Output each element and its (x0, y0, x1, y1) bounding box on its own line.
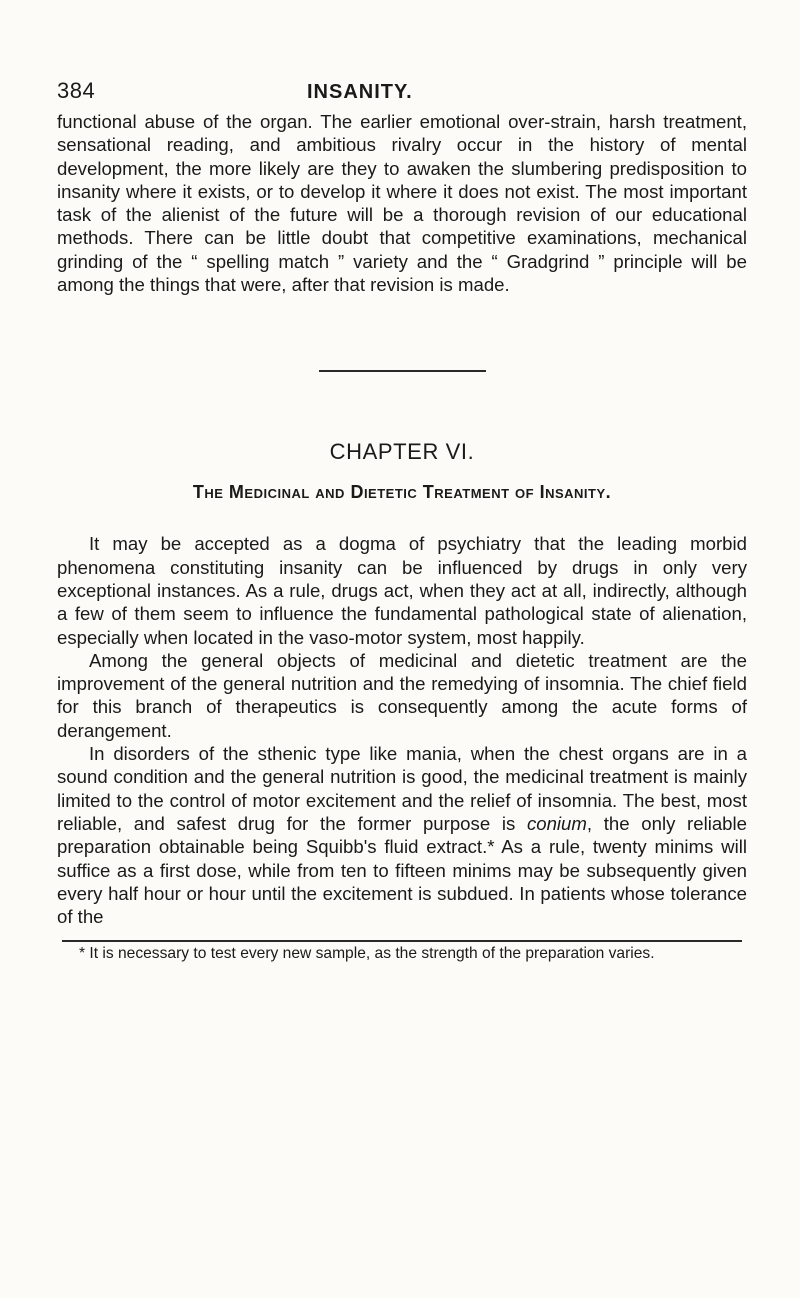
running-head (57, 78, 747, 110)
chapter-subtitle: The Medicinal and Dietetic Treatment of Insanity. (192, 482, 612, 503)
page-number: 384 (57, 78, 96, 103)
paragraph-3-italic: conium (526, 812, 587, 834)
paragraph-1: It may be accepted as a dogma of psychiatry that the leading morbid phenomena constituting insanity can be influenced by drugs in only very exceptional instances. As a rule, drugs act, when they act at all, indirectly, although a few of them seem to influence the fundamental pathological state of alienation, especially when located in the vaso-motor system, most happily. (57, 533, 747, 648)
chapter-heading: CHAPTER VI. (329, 439, 475, 465)
footnote-rule (62, 940, 742, 942)
book-page (57, 78, 747, 964)
paragraph-2: Among the general objects of medicinal and dietetic treatment are the improvement of the general nutrition and the remedying of insomnia. The chief field for this branch of therapeutics is consequently among the acute forms of derangement. (57, 649, 747, 741)
paragraph-opening: functional abuse of the organ. The earlier emotional over-strain, harsh treatment, sensational reading, and ambitious rivalry occur in the history of mental development, the more likely are they to awaken the slumbering predisposition to insanity where it exists, or to develop it where it does not exist. The most important task of the alienist of the future will be a thorough revision of our educational methods. There can be little doubt that competitive examinations, mechanical grinding of the “ spelling match ” variety and the “ Gradgrind ” principle will be among the things that were, after that revision is made. (57, 111, 747, 296)
paragraph-3-text-b: , the only reliable preparation obtainable being Squibb's fluid extract.* As a rule, twenty minims will suffice as a first dose, while from ten to fifteen minims may be subsequently given every half hour or hour until the excitement is subdued. In patients whose tolerance of the (57, 812, 747, 928)
paragraph-3 (57, 742, 747, 928)
section-divider (319, 370, 486, 372)
running-title: INSANITY. (307, 81, 413, 103)
footnote: * It is necessary to test every new sample, as the strength of the preparation varies. (79, 945, 655, 963)
chapter-body (57, 532, 747, 928)
paragraph-3-text-a: In disorders of the sthenic type like mania, when the chest organs are in a sound condition and the general nutrition is good, the medicinal treatment is mainly limited to the control of motor excitement and the relief of insomnia. The best, most reliable, and safest drug for the former purpose is (57, 743, 747, 834)
